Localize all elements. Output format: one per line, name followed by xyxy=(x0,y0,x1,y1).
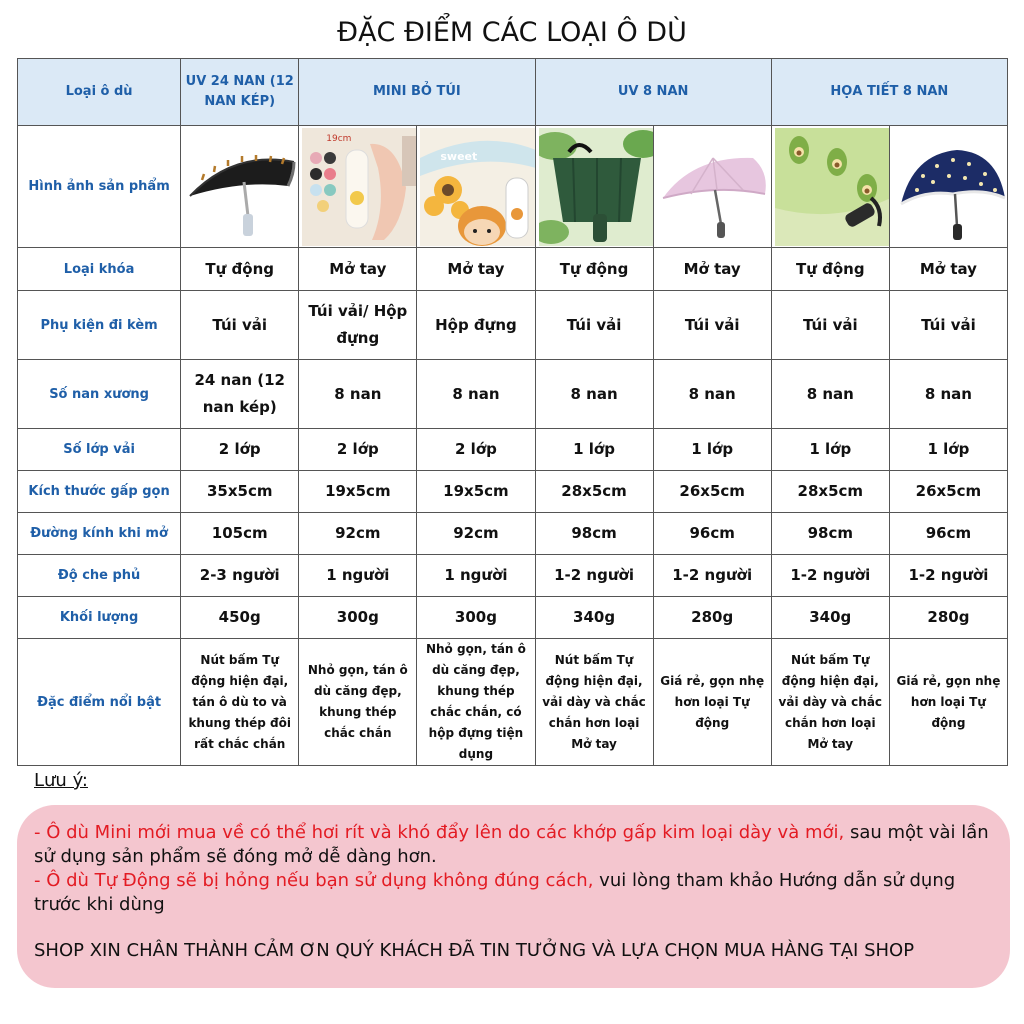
image-cell-uv8-auto xyxy=(535,126,653,248)
cell-value: Tự động xyxy=(181,248,299,291)
header-label: Loại ô dù xyxy=(18,59,181,126)
header-mini: MINI BỎ TÚI xyxy=(299,59,535,126)
cell-value: 98cm xyxy=(771,513,889,555)
cell-value: 26x5cm xyxy=(653,471,771,513)
image-cell-uv24 xyxy=(181,126,299,248)
umbrella-uv8-manual-image xyxy=(657,128,772,246)
row-label-image: Hình ảnh sản phẩm xyxy=(18,126,181,248)
cell-value: 8 nan xyxy=(771,360,889,429)
note-line-1-warning: - Ô dù Mini mới mua về có thể hơi rít và khó đẩy lên do các khớp gấp kim loại dày và mới, xyxy=(34,822,845,843)
umbrella-mini2-image xyxy=(420,128,535,246)
cell-value: Nhỏ gọn, tán ô dù căng đẹp, khung thép chắc chắn xyxy=(299,639,417,766)
row-label: Số lớp vải xyxy=(18,429,181,471)
cell-value: Nút bấm Tự động hiện đại, tán ô dù to và khung thép đôi rất chắc chắn xyxy=(181,639,299,766)
cell-value: 28x5cm xyxy=(771,471,889,513)
cell-value: 92cm xyxy=(417,513,535,555)
thanks-message: SHOP XIN CHÂN THÀNH CẢM ƠN QUÝ KHÁCH ĐÃ TIN TƯỞNG VÀ LỰA CHỌN MUA HÀNG TẠI SHOP xyxy=(34,940,915,961)
umbrella-uv8-auto-image xyxy=(539,128,654,246)
umbrella-uv24-image xyxy=(184,128,299,246)
cell-value: Mở tay xyxy=(889,248,1007,291)
row-lock-type xyxy=(18,248,1008,291)
cell-value: Mở tay xyxy=(299,248,417,291)
cell-value: 8 nan xyxy=(417,360,535,429)
note-line-1 xyxy=(34,821,994,869)
header-uv8: UV 8 NAN xyxy=(535,59,771,126)
row-label: Phụ kiện đi kèm xyxy=(18,291,181,360)
row-weight xyxy=(18,597,1008,639)
cell-value: Mở tay xyxy=(653,248,771,291)
cell-value: 24 nan (12 nan kép) xyxy=(181,360,299,429)
cell-value: 8 nan xyxy=(535,360,653,429)
image-cell-mini1 xyxy=(299,126,417,248)
cell-value: 96cm xyxy=(653,513,771,555)
row-accessories xyxy=(18,291,1008,360)
note-line-1-text: sau một vài lần sử dụng sản phẩm sẽ đóng mở dễ dàng hơn. xyxy=(34,822,989,867)
mini-size-label: 19cm xyxy=(326,133,352,144)
row-label: Số nan xương xyxy=(18,360,181,429)
row-label: Loại khóa xyxy=(18,248,181,291)
row-highlights xyxy=(18,639,1008,766)
cell-value: Tự động xyxy=(535,248,653,291)
cell-value: Mở tay xyxy=(417,248,535,291)
cell-value: 280g xyxy=(889,597,1007,639)
cell-value: 98cm xyxy=(535,513,653,555)
row-label: Kích thước gấp gọn xyxy=(18,471,181,513)
umbrella-hoatiet-manual-image xyxy=(893,128,1008,246)
cell-value: 300g xyxy=(417,597,535,639)
cell-value: 1 lớp xyxy=(535,429,653,471)
cell-value: Túi vải/ Hộp đựng xyxy=(299,291,417,360)
cell-value: 96cm xyxy=(889,513,1007,555)
cell-value: 1 lớp xyxy=(889,429,1007,471)
cell-value: 1 lớp xyxy=(771,429,889,471)
row-label: Khối lượng xyxy=(18,597,181,639)
cell-value: 8 nan xyxy=(299,360,417,429)
note-box xyxy=(17,805,1010,988)
row-coverage xyxy=(18,555,1008,597)
image-cell-hoatiet-auto xyxy=(771,126,889,248)
note-line-2 xyxy=(34,869,994,917)
cell-value: 19x5cm xyxy=(417,471,535,513)
cell-value: 450g xyxy=(181,597,299,639)
cell-value: 2-3 người xyxy=(181,555,299,597)
cell-value: Giá rẻ, gọn nhẹ hơn loại Tự động xyxy=(889,639,1007,766)
cell-value: 1 lớp xyxy=(653,429,771,471)
cell-value: 2 lớp xyxy=(299,429,417,471)
cell-value: 300g xyxy=(299,597,417,639)
note-line-2-text: vui lòng tham khảo Hướng dẫn sử dụng trước khi dùng xyxy=(34,870,956,915)
cell-value: 1-2 người xyxy=(653,555,771,597)
note-line-2-warning: - Ô dù Tự Động sẽ bị hỏng nếu bạn sử dụng không đúng cách, xyxy=(34,870,594,891)
cell-value: 19x5cm xyxy=(299,471,417,513)
cell-value: 1 người xyxy=(417,555,535,597)
cell-value: 2 lớp xyxy=(417,429,535,471)
row-open-diameter xyxy=(18,513,1008,555)
mini-print-label: sweet xyxy=(440,149,478,163)
header-row xyxy=(18,59,1008,126)
header-hoatiet: HỌA TIẾT 8 NAN xyxy=(771,59,1007,126)
row-ribs xyxy=(18,360,1008,429)
row-fabric-layers xyxy=(18,429,1008,471)
cell-value: 1-2 người xyxy=(771,555,889,597)
image-cell-hoatiet-manual xyxy=(889,126,1007,248)
cell-value: 8 nan xyxy=(889,360,1007,429)
row-label: Đặc điểm nổi bật xyxy=(18,639,181,766)
umbrella-hoatiet-auto-image xyxy=(775,128,890,246)
cell-value: 105cm xyxy=(181,513,299,555)
cell-value: Hộp đựng xyxy=(417,291,535,360)
cell-value: Túi vải xyxy=(889,291,1007,360)
header-uv24: UV 24 NAN (12 NAN KÉP) xyxy=(181,59,299,126)
cell-value: Giá rẻ, gọn nhẹ hơn loại Tự động xyxy=(653,639,771,766)
image-row xyxy=(18,126,1008,248)
cell-value: 2 lớp xyxy=(181,429,299,471)
umbrella-spec-table xyxy=(17,58,1008,766)
cell-value: Túi vải xyxy=(771,291,889,360)
cell-value: Túi vải xyxy=(181,291,299,360)
note-title: Lưu ý: xyxy=(34,770,88,791)
row-folded-size xyxy=(18,471,1008,513)
cell-value: 28x5cm xyxy=(535,471,653,513)
cell-value: Nút bấm Tự động hiện đại, vải dày và chắc chắn hơn loại Mở tay xyxy=(535,639,653,766)
cell-value: 1-2 người xyxy=(535,555,653,597)
row-label: Đường kính khi mở xyxy=(18,513,181,555)
cell-value: Nhỏ gọn, tán ô dù căng đẹp, khung thép chắc chắn, có hộp đựng tiện dụng xyxy=(417,639,535,766)
cell-value: Túi vải xyxy=(653,291,771,360)
cell-value: Túi vải xyxy=(535,291,653,360)
page-title: ĐẶC ĐIỂM CÁC LOẠI Ô DÙ xyxy=(337,17,687,48)
cell-value: 8 nan xyxy=(653,360,771,429)
cell-value: 340g xyxy=(535,597,653,639)
cell-value: Tự động xyxy=(771,248,889,291)
cell-value: 26x5cm xyxy=(889,471,1007,513)
umbrella-mini1-image xyxy=(302,128,417,246)
cell-value: 1 người xyxy=(299,555,417,597)
cell-value: 280g xyxy=(653,597,771,639)
cell-value: 92cm xyxy=(299,513,417,555)
cell-value: 35x5cm xyxy=(181,471,299,513)
image-cell-uv8-manual xyxy=(653,126,771,248)
cell-value: 1-2 người xyxy=(889,555,1007,597)
cell-value: Nút bấm Tự động hiện đại, vải dày và chắc chắn hơn loại Mở tay xyxy=(771,639,889,766)
row-label: Độ che phủ xyxy=(18,555,181,597)
cell-value: 340g xyxy=(771,597,889,639)
image-cell-mini2 xyxy=(417,126,535,248)
